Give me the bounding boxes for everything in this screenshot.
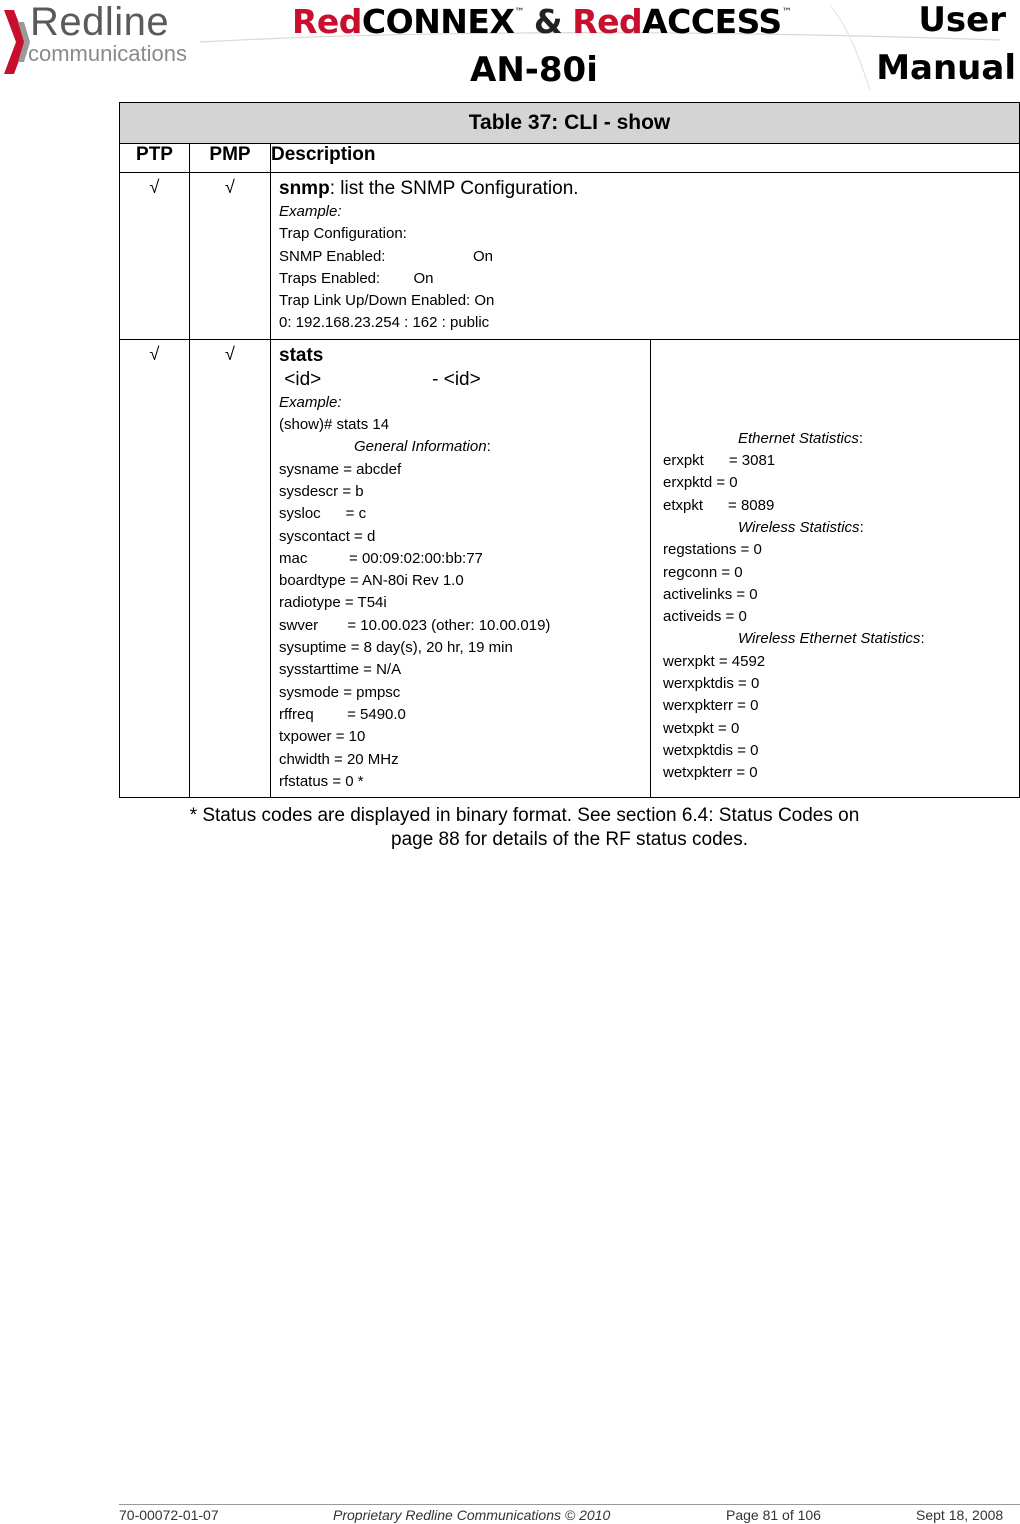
general-info-title: General Information: xyxy=(354,438,491,456)
logo-wordmark: Redline xyxy=(30,0,170,44)
brand-red-access: Red xyxy=(572,2,643,41)
stats-command: stats xyxy=(279,344,324,366)
snmp-summary: : list the SNMP Configuration. xyxy=(329,178,579,199)
wireless-stat-line: regstations = 0 xyxy=(663,541,762,559)
table-row-stats xyxy=(120,339,1020,797)
wireless-ethernet-stat-line: wetxpkterr = 0 xyxy=(663,764,758,782)
footer-page-number: Page 81 of 106 xyxy=(726,1507,821,1523)
ptp-check: √ xyxy=(120,173,190,340)
ethernet-stats-title: Ethernet Statistics: xyxy=(738,429,864,447)
table-header-row xyxy=(120,144,1020,173)
snmp-line: 0: 192.168.23.254 : 162 : public xyxy=(279,314,490,332)
wireless-stat-line: activelinks = 0 xyxy=(663,585,758,603)
brand-access: ACCESS xyxy=(642,2,782,41)
general-info-title-text: General Information xyxy=(354,438,487,456)
ethernet-stat-line: etxpkt = 8089 xyxy=(663,496,775,514)
product-brand xyxy=(292,2,791,41)
wireless-ethernet-stat-line: werxpktdis = 0 xyxy=(663,675,760,693)
trademark-symbol-2: ™ xyxy=(781,7,792,18)
table-caption: Table 37: CLI - show xyxy=(120,103,1020,144)
stats-line: sysmode = pmpsc xyxy=(279,683,401,701)
footer-divider xyxy=(119,1504,1020,1505)
stats-description xyxy=(271,339,651,797)
brand-red-connex: Red xyxy=(292,2,362,41)
logo-subtitle: communications xyxy=(28,41,187,66)
brand-connex: CONNEX xyxy=(361,2,515,41)
trademark-symbol: ™ xyxy=(514,7,524,18)
header-model: AN-80i xyxy=(470,50,598,90)
stats-line: sysname = abcdef xyxy=(279,460,402,478)
header-user: User xyxy=(918,0,1006,40)
pmp-check: √ xyxy=(190,339,271,797)
ptp-check: √ xyxy=(120,339,190,797)
col-header-pmp: PMP xyxy=(190,144,271,173)
footer-doc-id: 70-00072-01-07 xyxy=(119,1507,219,1523)
note-line-1: * Status codes are displayed in binary format. See section 6.4: Status Codes on xyxy=(189,805,860,826)
wireless-ethernet-stat-line: werxpkterr = 0 xyxy=(663,697,759,715)
stats-line: sysloc = c xyxy=(279,505,367,523)
wireless-ethernet-stat-line: werxpkt = 4592 xyxy=(663,652,766,670)
wireless-stat-line: regconn = 0 xyxy=(663,563,743,581)
stats-line: mac = 00:09:02:00:bb:77 xyxy=(279,549,483,567)
snmp-description xyxy=(271,173,1020,340)
snmp-example-label: Example: xyxy=(279,203,342,220)
stats-line: rffreq = 5490.0 xyxy=(279,705,406,723)
stats-line: txpower = 10 xyxy=(279,728,366,746)
wireless-ethernet-stats-title-text: Wireless Ethernet Statistics xyxy=(738,630,921,648)
stats-statistics-column xyxy=(651,339,1020,797)
status-codes-note xyxy=(119,804,1020,852)
stats-line: syscontact = d xyxy=(279,527,376,545)
wireless-ethernet-stats-title: Wireless Ethernet Statistics: xyxy=(738,630,925,648)
col-header-description: Description xyxy=(271,144,1020,173)
stats-line: rfstatus = 0 * xyxy=(279,772,364,790)
ethernet-stats-title-text: Ethernet Statistics xyxy=(738,429,859,447)
table-row-snmp xyxy=(120,173,1020,340)
stats-line: boardtype = AN-80i Rev 1.0 xyxy=(279,572,464,590)
redline-logo xyxy=(0,2,205,82)
stats-line: radiotype = T54i xyxy=(279,594,387,612)
snmp-line: Traps Enabled: On xyxy=(279,269,434,287)
ethernet-stat-line: erxpkt = 3081 xyxy=(663,452,776,470)
ethernet-stat-line: erxpktd = 0 xyxy=(663,474,738,492)
cli-show-table xyxy=(119,102,1020,798)
stats-line: sysdescr = b xyxy=(279,482,364,500)
page-header xyxy=(0,0,1020,95)
footer-date: Sept 18, 2008 xyxy=(916,1507,1004,1523)
footer-proprietary: Proprietary Redline Communications © 2010 xyxy=(333,1507,611,1523)
snmp-command: snmp xyxy=(279,178,330,199)
stats-command-example: (show)# stats 14 xyxy=(279,416,390,434)
wireless-stat-line: activeids = 0 xyxy=(663,608,747,626)
stats-line: chwidth = 20 MHz xyxy=(279,750,399,768)
snmp-line: SNMP Enabled: On xyxy=(279,247,493,265)
wireless-stats-title: Wireless Statistics: xyxy=(738,518,864,536)
wireless-ethernet-stat-line: wetxpktdis = 0 xyxy=(663,741,759,759)
stats-example-label: Example: xyxy=(279,393,342,411)
stats-line: sysstarttime = N/A xyxy=(279,661,402,679)
header-manual: Manual xyxy=(876,48,1016,88)
stats-line: sysuptime = 8 day(s), 20 hr, 19 min xyxy=(279,639,513,657)
note-line-2: page 88 for details of the RF status codes. xyxy=(391,829,748,850)
snmp-line: Trap Configuration: xyxy=(279,225,407,243)
col-header-ptp: PTP xyxy=(120,144,190,173)
snmp-line: Trap Link Up/Down Enabled: On xyxy=(279,292,495,310)
wireless-stats-title-text: Wireless Statistics xyxy=(738,518,860,536)
stats-parameter: <id> - <id> xyxy=(279,368,481,390)
wireless-ethernet-stat-line: wetxpkt = 0 xyxy=(663,719,740,737)
brand-ampersand: & xyxy=(533,2,563,41)
stats-line: swver = 10.00.023 (other: 10.00.019) xyxy=(279,616,551,634)
pmp-check: √ xyxy=(190,173,271,340)
